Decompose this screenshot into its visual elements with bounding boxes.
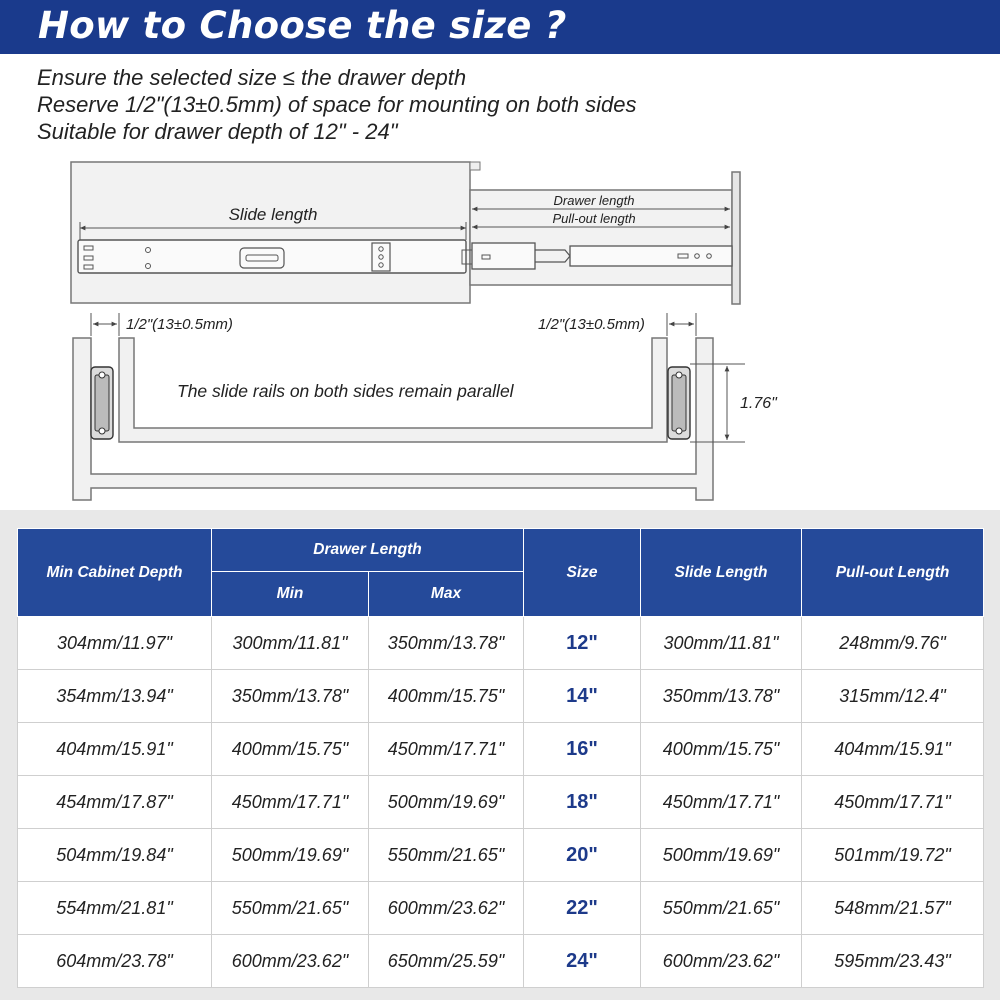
cell-size: 16" <box>524 723 641 776</box>
cell-drawer-min: 550mm/21.65" <box>212 882 369 935</box>
parallel-note: The slide rails on both sides remain parallel <box>177 381 514 401</box>
cell-drawer-min: 350mm/13.78" <box>212 670 369 723</box>
table-row <box>18 617 984 670</box>
page-title: How to Choose the size ? <box>38 4 567 47</box>
left-rail-profile <box>91 367 113 439</box>
cell-min-cabinet-depth: 454mm/17.87" <box>18 776 212 829</box>
intro-text <box>37 64 637 145</box>
size-table <box>17 528 984 988</box>
header-max: Max <box>369 572 524 617</box>
cell-pullout-length: 404mm/15.91" <box>802 723 984 776</box>
cell-size: 24" <box>524 935 641 988</box>
table-row <box>18 882 984 935</box>
pullout-length-label: Pull-out length <box>552 211 636 226</box>
cell-pullout-length: 450mm/17.71" <box>802 776 984 829</box>
header-min-cabinet-depth: Min Cabinet Depth <box>18 529 212 617</box>
cell-drawer-max: 500mm/19.69" <box>369 776 524 829</box>
cell-slide-length: 300mm/11.81" <box>641 617 802 670</box>
cell-drawer-min: 300mm/11.81" <box>212 617 369 670</box>
cell-min-cabinet-depth: 404mm/15.91" <box>18 723 212 776</box>
cell-drawer-min: 500mm/19.69" <box>212 829 369 882</box>
cell-drawer-max: 400mm/15.75" <box>369 670 524 723</box>
drawer-length-label: Drawer length <box>553 193 635 208</box>
cell-drawer-max: 550mm/21.65" <box>369 829 524 882</box>
cell-drawer-min: 450mm/17.71" <box>212 776 369 829</box>
cell-drawer-max: 600mm/23.62" <box>369 882 524 935</box>
cell-min-cabinet-depth: 504mm/19.84" <box>18 829 212 882</box>
cell-size: 20" <box>524 829 641 882</box>
header-drawer-length: Drawer Length <box>212 529 524 572</box>
cell-slide-length: 550mm/21.65" <box>641 882 802 935</box>
height-label: 1.76" <box>740 395 777 412</box>
table-row <box>18 829 984 882</box>
cell-pullout-length: 315mm/12.4" <box>802 670 984 723</box>
cell-pullout-length: 595mm/23.43" <box>802 935 984 988</box>
header-slide-length: Slide Length <box>641 529 802 617</box>
cell-min-cabinet-depth: 554mm/21.81" <box>18 882 212 935</box>
cell-drawer-max: 650mm/25.59" <box>369 935 524 988</box>
cell-size: 14" <box>524 670 641 723</box>
cell-pullout-length: 248mm/9.76" <box>802 617 984 670</box>
cell-slide-length: 500mm/19.69" <box>641 829 802 882</box>
cell-pullout-length: 548mm/21.57" <box>802 882 984 935</box>
front-view <box>73 313 778 500</box>
cell-drawer-max: 450mm/17.71" <box>369 723 524 776</box>
cell-size: 12" <box>524 617 641 670</box>
intro-line-3: Suitable for drawer depth of 12" - 24" <box>37 119 398 144</box>
table-row <box>18 670 984 723</box>
side-view <box>71 162 740 304</box>
cell-drawer-max: 350mm/13.78" <box>369 617 524 670</box>
cell-slide-length: 600mm/23.62" <box>641 935 802 988</box>
cell-drawer-min: 400mm/15.75" <box>212 723 369 776</box>
cell-pullout-length: 501mm/19.72" <box>802 829 984 882</box>
cell-min-cabinet-depth: 604mm/23.78" <box>18 935 212 988</box>
left-gap-label: 1/2"(13±0.5mm) <box>126 316 233 333</box>
size-table-section <box>0 510 1000 1000</box>
header-size: Size <box>524 529 641 617</box>
cell-slide-length: 400mm/15.75" <box>641 723 802 776</box>
header-min: Min <box>212 572 369 617</box>
cell-size: 22" <box>524 882 641 935</box>
table-row <box>18 776 984 829</box>
header-pullout-length: Pull-out Length <box>802 529 984 617</box>
intro-line-2: Reserve 1/2"(13±0.5mm) of space for mounting on both sides <box>37 92 637 117</box>
cell-min-cabinet-depth: 354mm/13.94" <box>18 670 212 723</box>
table-row <box>18 935 984 988</box>
intro-line-1: Ensure the selected size ≤ the drawer depth <box>37 65 467 90</box>
slide-length-label: Slide length <box>228 205 318 224</box>
cell-drawer-min: 600mm/23.62" <box>212 935 369 988</box>
cell-size: 18" <box>524 776 641 829</box>
slide-installation-diagram <box>0 150 1000 505</box>
right-gap-label: 1/2"(13±0.5mm) <box>538 316 645 333</box>
cell-slide-length: 450mm/17.71" <box>641 776 802 829</box>
cell-slide-length: 350mm/13.78" <box>641 670 802 723</box>
table-row <box>18 723 984 776</box>
title-banner <box>0 0 1000 54</box>
cell-min-cabinet-depth: 304mm/11.97" <box>18 617 212 670</box>
right-rail-profile <box>668 367 690 439</box>
